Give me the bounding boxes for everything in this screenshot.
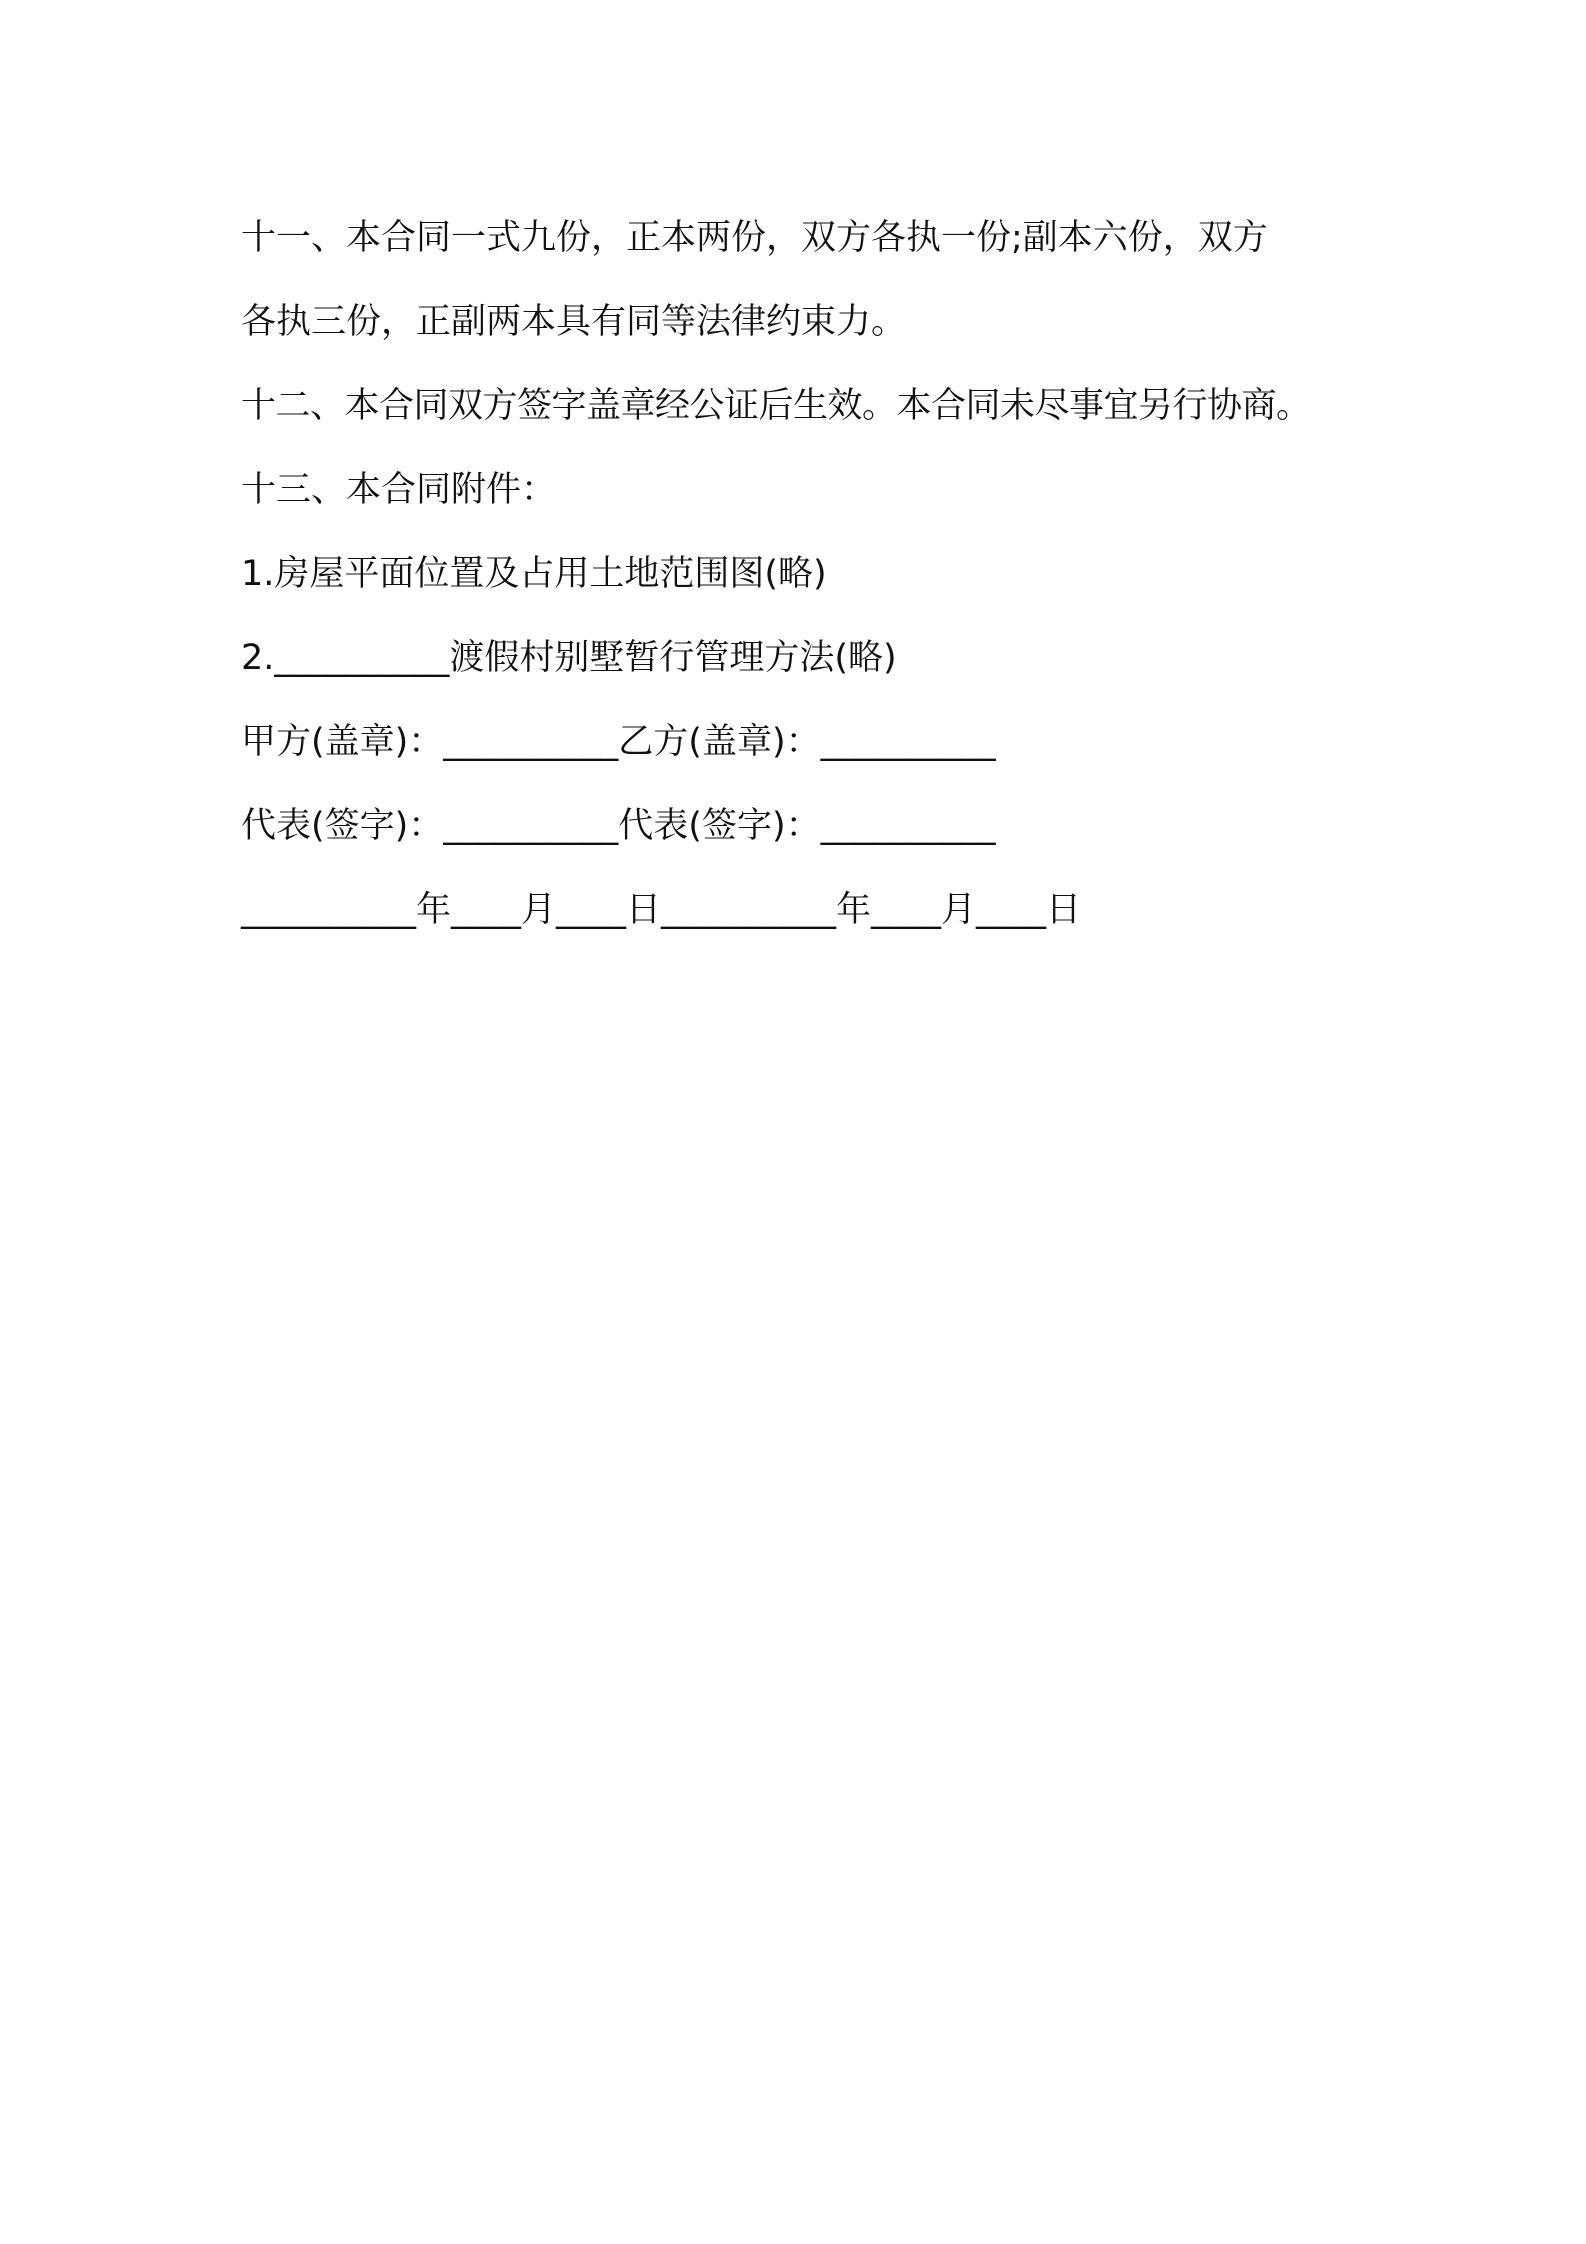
date-line: __________年____月____日__________年____月____日 xyxy=(241,890,1082,930)
clause-13-heading: 十三、本合同附件： xyxy=(241,470,557,510)
document-body xyxy=(241,196,1361,952)
clause-12: 十二、本合同双方签字盖章经公证后生效。本合同未尽事宜另行协商。 xyxy=(241,386,1311,426)
clause-11-line-2: 各执三份，正副两本具有同等法律约束力。 xyxy=(241,302,907,342)
attachment-1: 1.房屋平面位置及占用土地范围图(略) xyxy=(241,554,827,594)
clause-11-line-1: 十一、本合同一式九份，正本两份，双方各执一份;副本六份，双方 xyxy=(241,218,1268,258)
representative-signature-line: 代表(签字)：__________代表(签字)：__________ xyxy=(241,806,996,846)
attachment-2: 2.__________渡假村别墅暂行管理方法(略) xyxy=(241,638,897,678)
seal-signature-line: 甲方(盖章)：__________乙方(盖章)：__________ xyxy=(241,722,996,762)
